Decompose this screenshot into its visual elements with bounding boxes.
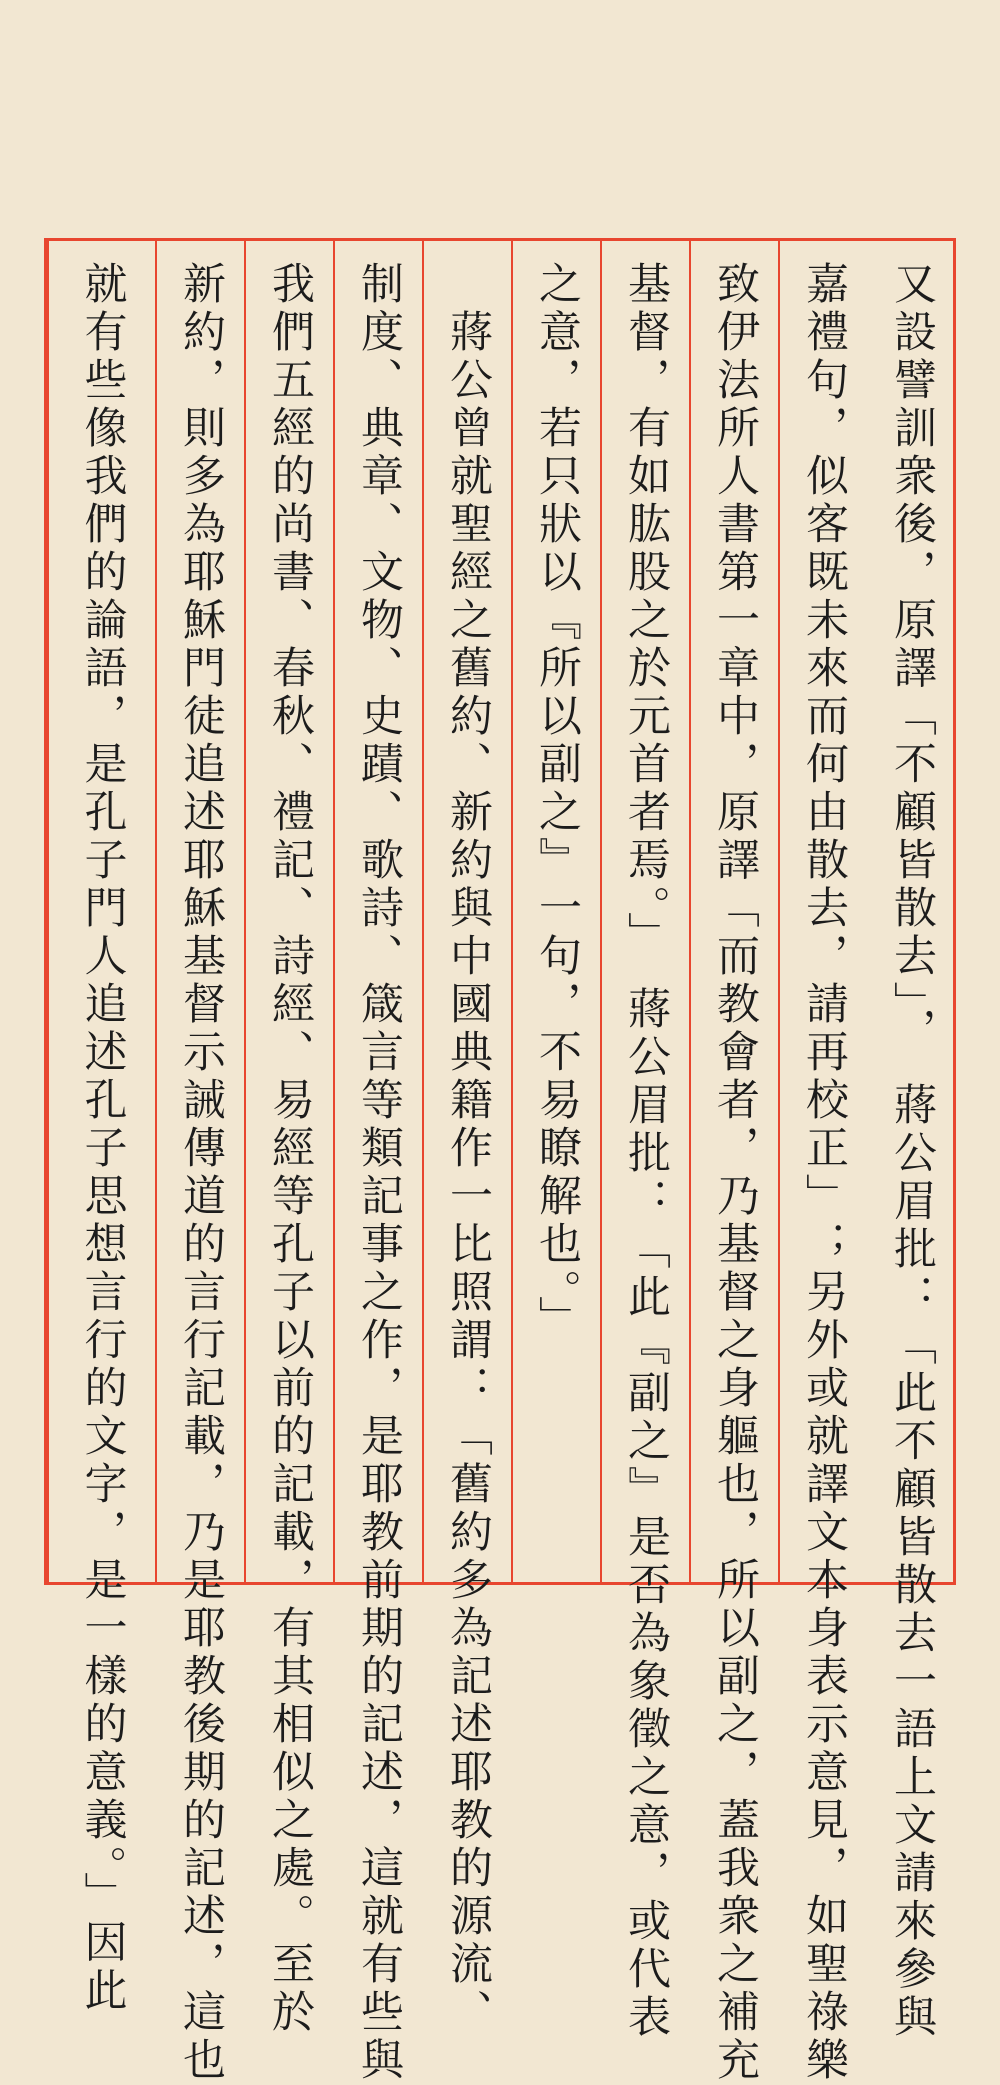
column-text: 又設譬訓衆後，原譯「不顧皆散去」， 蔣公眉批：「此不顧皆散去一語上文請來參與	[887, 261, 937, 2042]
text-column-10	[47, 241, 155, 2016]
column-text: 我們五經的尚書、春秋、禮記、詩經、易經等孔子以前的記載，有其相似之處。至於	[265, 261, 315, 2037]
column-text: 新約，則多為耶穌門徒追述耶穌基督示誡傳道的言行記載，乃是耶教後期的記述，這也	[176, 261, 226, 2085]
column-text: 致伊法所人書第一章中，原譯「而教會者，乃基督之身軀也，所以副之，蓋我衆之補充	[710, 261, 760, 2085]
text-column-5	[511, 241, 600, 1582]
column-text: 嘉禮句，似客既未來而何由散去，請再校正」；另外或就譯文本身表示意見，如聖祿樂	[799, 261, 849, 2085]
text-column-1	[867, 241, 956, 2042]
column-text: 基督，有如肱股之於元首者焉。」 蔣公眉批：「此『副之』是否為象徵之意，或代表	[621, 261, 671, 2042]
column-text: 蔣公曾就聖經之舊約、新約與中國典籍作一比照謂：「舊約多為記述耶教的源流、	[443, 261, 493, 2037]
text-column-6	[422, 241, 511, 2037]
text-column-7	[333, 241, 422, 2085]
text-column-4	[600, 241, 689, 2042]
text-column-3	[689, 241, 778, 2085]
column-text: 制度、典章、文物、史蹟、歌詩、箴言等類記事之作，是耶教前期的記述，這就有些與	[354, 261, 404, 2085]
text-column-8	[244, 241, 333, 2037]
red-ruled-frame	[44, 238, 956, 2085]
text-column-2	[778, 241, 867, 2085]
column-text: 就有些像我們的論語，是孔子門人追述孔子思想言行的文字，是一樣的意義。」因此	[77, 261, 128, 2016]
column-text: 之意，若只狀以『所以副之』一句，不易瞭解也。」	[532, 261, 582, 1344]
text-column-9	[155, 241, 244, 2085]
